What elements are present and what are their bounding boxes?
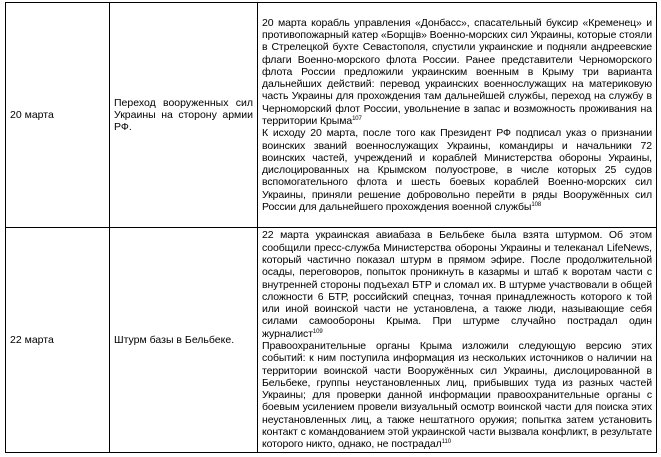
footnote-ref: 109: [312, 328, 323, 335]
paragraph-text: 22 марта украинская авиабаза в Бельбеке была взята штурмом. Об этом сообщили пресс-служба Министерства обороны Украины и телеканал LifeNews, который частично показал штурм в прямом эфире. После продолжительной осады, переговоров, попыток проникнуть в казармы и штаб к воротам части с внутренней стороны подъехал БТР и сломал их. В штурме участвовали в общей сложности 6 БТР, российский спецназ, точная принадлежность которого к той или иной воинской части не установлена, а также люди, называющие себя силами самообороны Крыма. При штурме случайно пострадал один журналист: [262, 229, 652, 340]
description-cell: [258, 228, 657, 453]
paragraph-text: 20 марта корабль управления «Донбасс», спасательный буксир «Кременец» и противопожарный катер «Борщів» Военно-морских сил Украины, которые стояли в Стрелецкой бухте Севастополя, спустили украинские и подняли андреевские флаги Военно-морского флота России. Ранее представители Черноморского флота России предложили украинским военным в Крыму три варианта дальнейших действий: перевод украинских военнослужащих на материковую часть Украины для прохождения там дальнейшей службы, переход на службу в Черноморский флот России, увольнение в запас и возможность проживания на территории Крыма: [262, 16, 653, 127]
table-row: [6, 228, 657, 453]
paragraph-text: Правоохранительные органы Крыма изложили следующую версию этих событий: к ним поступила информация из нескольких источников о наличии на территории воинской части Вооружённых сил Украины, дислоцированной в Бельбеке, группы неустановленных лиц, прибывших туда из разных частей Украины; для проверки данной информации правоохранительные органы с боевым усилением провели визуальный осмотр воинской части для поиска этих неустановленных лиц, а также нештатного оружия; попытка затем установить контакт с командованием этой украинской части вызвала конфликт, в результате которого никто, однако, не пострадал: [262, 340, 652, 451]
description-paragraph: [262, 229, 652, 340]
description-paragraph: [262, 340, 652, 451]
footnote-ref: 107: [352, 116, 362, 122]
event-cell: Переход вооруженных сил Украины на сторону армии РФ.: [110, 3, 258, 228]
footnote-ref: 110: [441, 439, 451, 446]
paragraph-text: К исходу 20 марта, после того как Президент РФ подписал указ о признании воинских званий военнослужащих Украины, командиры и начальники 72 воинских частей, учреждений и кораблей Министерства обороны Украины, дислоцированных на Крымском полуострове, в числе которых 25 судов вспомогательного флота и шесть боевых кораблей Военно-морских сил Украины, приняли решение добровольно перейти в ряды Вооружённых сил России для дальнейшего прохождения военной службы: [262, 127, 652, 214]
date-cell: 20 марта: [6, 3, 110, 228]
events-table: [5, 2, 657, 453]
description-paragraph: [262, 127, 652, 213]
event-cell: Штурм базы в Бельбеке.: [110, 228, 258, 453]
table-row: [6, 3, 657, 228]
description-cell: [258, 3, 657, 228]
footnote-ref: 108: [531, 202, 542, 209]
date-cell: 22 марта: [6, 228, 110, 453]
description-paragraph: [262, 17, 652, 128]
